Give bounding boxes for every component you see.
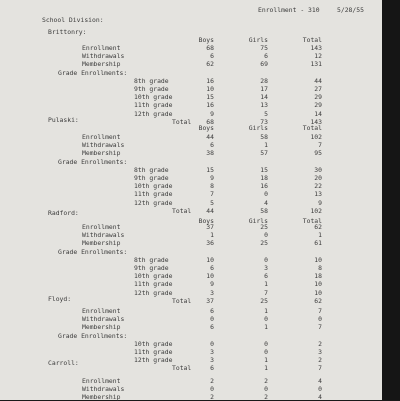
total-value: 62 (314, 296, 322, 305)
grade-value: 2 (318, 356, 322, 365)
withdrawals-value: 0 (264, 315, 268, 324)
grade-value: 30 (314, 165, 322, 174)
grade-label: 12th grade (134, 198, 173, 207)
withdrawals-value: 1 (264, 141, 268, 150)
withdrawals-value: 0 (318, 385, 322, 394)
grade-label: 11th grade (134, 101, 173, 110)
membership-value: 2 (210, 393, 214, 401)
grade-value: 10 (206, 272, 214, 281)
grade-value: 5 (210, 198, 214, 207)
grade-label: 11th grade (134, 280, 173, 289)
enrollment-label: Enrollment (82, 44, 121, 52)
grade-value: 0 (210, 339, 214, 348)
column-header-boys: Boys (198, 124, 214, 132)
grade-label: 8th grade (134, 76, 169, 85)
grade-label: 11th grade (134, 190, 173, 199)
membership-label: Membership (82, 239, 121, 248)
membership-value: 4 (318, 393, 322, 401)
grade-value: 8 (318, 264, 322, 272)
withdrawals-value: 0 (210, 315, 214, 324)
grade-enrollments-label: Grade Enrollments: (58, 68, 128, 77)
scan-border (382, 0, 400, 400)
division-title: School Division: (42, 16, 104, 24)
grade-value: 18 (260, 174, 268, 182)
grade-label: 9th grade (134, 174, 169, 182)
column-header-boys: Boys (198, 36, 214, 44)
grade-label: 8th grade (134, 255, 169, 264)
header-date: 5/28/55 (337, 6, 364, 14)
grade-enrollments-label: Grade Enrollments: (58, 157, 128, 166)
column-header-girls: Girls (248, 36, 268, 44)
membership-value: 57 (260, 149, 268, 158)
withdrawals-label: Withdrawals (82, 315, 125, 324)
enrollment-value: 75 (260, 44, 268, 52)
grade-label: 12th grade (134, 356, 173, 365)
column-header-total: Total (302, 124, 322, 132)
grade-enrollments-label: Grade Enrollments: (58, 331, 128, 340)
grade-value: 44 (314, 76, 322, 85)
membership-value: 95 (314, 149, 322, 158)
enrollment-value: 68 (206, 44, 214, 52)
grade-value: 18 (314, 272, 322, 281)
grade-value: 0 (264, 348, 268, 356)
membership-value: 61 (314, 239, 322, 248)
enrollment-value: 7 (318, 307, 322, 315)
withdrawals-value: 6 (210, 141, 214, 150)
grade-value: 3 (210, 288, 214, 297)
withdrawals-label: Withdrawals (82, 231, 125, 240)
grade-enrollments-label: Grade Enrollments: (58, 247, 128, 256)
membership-value: 131 (310, 60, 322, 69)
grade-value: 9 (210, 109, 214, 118)
grade-label: 10th grade (134, 272, 173, 281)
grade-value: 1 (264, 280, 268, 289)
enrollment-label: Enrollment (82, 377, 121, 385)
total-value: 58 (260, 206, 268, 215)
grade-value: 7 (264, 288, 268, 297)
membership-value: 62 (206, 60, 214, 69)
grade-value: 27 (314, 85, 322, 93)
enrollment-label: Enrollment (82, 307, 121, 315)
enrollment-value: 1 (264, 307, 268, 315)
grade-value: 15 (206, 93, 214, 102)
withdrawals-value: 1 (210, 231, 214, 240)
grade-value: 13 (314, 190, 322, 199)
grade-value: 15 (260, 165, 268, 174)
grade-value: 10 (314, 280, 322, 289)
withdrawals-value: 12 (314, 52, 322, 61)
school-name: Brittonry: (48, 28, 87, 36)
grade-value: 10 (314, 288, 322, 297)
grade-value: 10 (314, 255, 322, 264)
grade-value: 15 (206, 165, 214, 174)
total-value: 44 (206, 206, 214, 215)
grade-label: 10th grade (134, 93, 173, 102)
grade-value: 10 (206, 255, 214, 264)
total-value: 143 (310, 117, 322, 126)
grade-label: 12th grade (134, 109, 173, 118)
withdrawals-value: 0 (264, 231, 268, 240)
school-name: Radford: (48, 209, 79, 217)
enrollment-value: 44 (206, 133, 214, 141)
membership-value: 38 (206, 149, 214, 158)
grade-value: 10 (206, 85, 214, 93)
enrollment-label: Enrollment (82, 223, 121, 231)
total-label: Total (172, 206, 192, 215)
total-value: 68 (206, 117, 214, 126)
grade-value: 4 (264, 198, 268, 207)
column-header-girls: Girls (248, 217, 268, 225)
total-value: 73 (260, 117, 268, 126)
grade-value: 29 (314, 101, 322, 110)
grade-label: 10th grade (134, 182, 173, 191)
grade-value: 16 (206, 76, 214, 85)
membership-value: 25 (260, 239, 268, 248)
enrollment-value: 25 (260, 223, 268, 231)
withdrawals-value: 1 (318, 231, 322, 240)
enrollment-value: 58 (260, 133, 268, 141)
withdrawals-value: 0 (318, 315, 322, 324)
withdrawals-value: 6 (264, 52, 268, 61)
grade-value: 0 (264, 339, 268, 348)
grade-value: 20 (314, 174, 322, 182)
enrollment-value: 6 (210, 307, 214, 315)
membership-label: Membership (82, 323, 121, 332)
total-label: Total (172, 364, 192, 373)
withdrawals-value: 0 (210, 385, 214, 394)
grade-value: 16 (260, 182, 268, 191)
grade-value: 14 (314, 109, 322, 118)
grade-label: 8th grade (134, 165, 169, 174)
grade-value: 9 (210, 174, 214, 182)
column-header-boys: Boys (198, 217, 214, 225)
grade-value: 3 (318, 348, 322, 356)
grade-value: 5 (264, 109, 268, 118)
header-enrollment: Enrollment - 310 (258, 6, 320, 14)
enrollment-value: 62 (314, 223, 322, 231)
enrollment-value: 37 (206, 223, 214, 231)
grade-value: 2 (318, 339, 322, 348)
membership-value: 36 (206, 239, 214, 248)
membership-value: 2 (264, 393, 268, 401)
grade-value: 14 (260, 93, 268, 102)
enrollment-value: 102 (310, 133, 322, 141)
grade-value: 16 (206, 101, 214, 110)
total-value: 6 (210, 364, 214, 373)
grade-label: 12th grade (134, 288, 173, 297)
grade-label: 9th grade (134, 85, 169, 93)
grade-value: 3 (264, 264, 268, 272)
withdrawals-value: 6 (210, 52, 214, 61)
membership-label: Membership (82, 60, 121, 69)
grade-value: 9 (318, 198, 322, 207)
membership-label: Membership (82, 393, 121, 401)
enrollment-value: 4 (318, 377, 322, 385)
enrollment-label: Enrollment (82, 133, 121, 141)
total-value: 37 (206, 296, 214, 305)
membership-value: 1 (264, 323, 268, 332)
grade-value: 8 (210, 182, 214, 191)
grade-value: 9 (210, 280, 214, 289)
school-name: Pulaski: (48, 116, 79, 124)
grade-value: 29 (314, 93, 322, 102)
column-header-total: Total (302, 217, 322, 225)
membership-value: 7 (318, 323, 322, 332)
grade-value: 7 (210, 190, 214, 199)
membership-value: 69 (260, 60, 268, 69)
enrollment-value: 2 (210, 377, 214, 385)
grade-value: 0 (264, 190, 268, 199)
grade-value: 3 (210, 348, 214, 356)
grade-value: 3 (210, 356, 214, 365)
withdrawals-value: 7 (318, 141, 322, 150)
school-name: Floyd: (48, 295, 72, 303)
grade-value: 22 (314, 182, 322, 191)
grade-value: 0 (264, 255, 268, 264)
enrollment-value: 2 (264, 377, 268, 385)
grade-label: 9th grade (134, 264, 169, 272)
grade-value: 28 (260, 76, 268, 85)
total-label: Total (172, 296, 192, 305)
grade-value: 6 (210, 264, 214, 272)
total-label: Total (172, 117, 192, 126)
grade-label: 11th grade (134, 348, 173, 356)
withdrawals-label: Withdrawals (82, 141, 125, 150)
total-value: 7 (318, 364, 322, 373)
grade-value: 13 (260, 101, 268, 110)
total-value: 1 (264, 364, 268, 373)
grade-value: 1 (264, 356, 268, 365)
grade-value: 17 (260, 85, 268, 93)
column-header-total: Total (302, 36, 322, 44)
grade-value: 6 (264, 272, 268, 281)
membership-value: 6 (210, 323, 214, 332)
column-header-girls: Girls (248, 124, 268, 132)
withdrawals-value: 0 (264, 385, 268, 394)
membership-label: Membership (82, 149, 121, 158)
withdrawals-label: Withdrawals (82, 385, 125, 394)
enrollment-value: 143 (310, 44, 322, 52)
grade-label: 10th grade (134, 339, 173, 348)
total-value: 25 (260, 296, 268, 305)
total-value: 102 (310, 206, 322, 215)
school-name: Carroll: (48, 359, 79, 367)
withdrawals-label: Withdrawals (82, 52, 125, 61)
